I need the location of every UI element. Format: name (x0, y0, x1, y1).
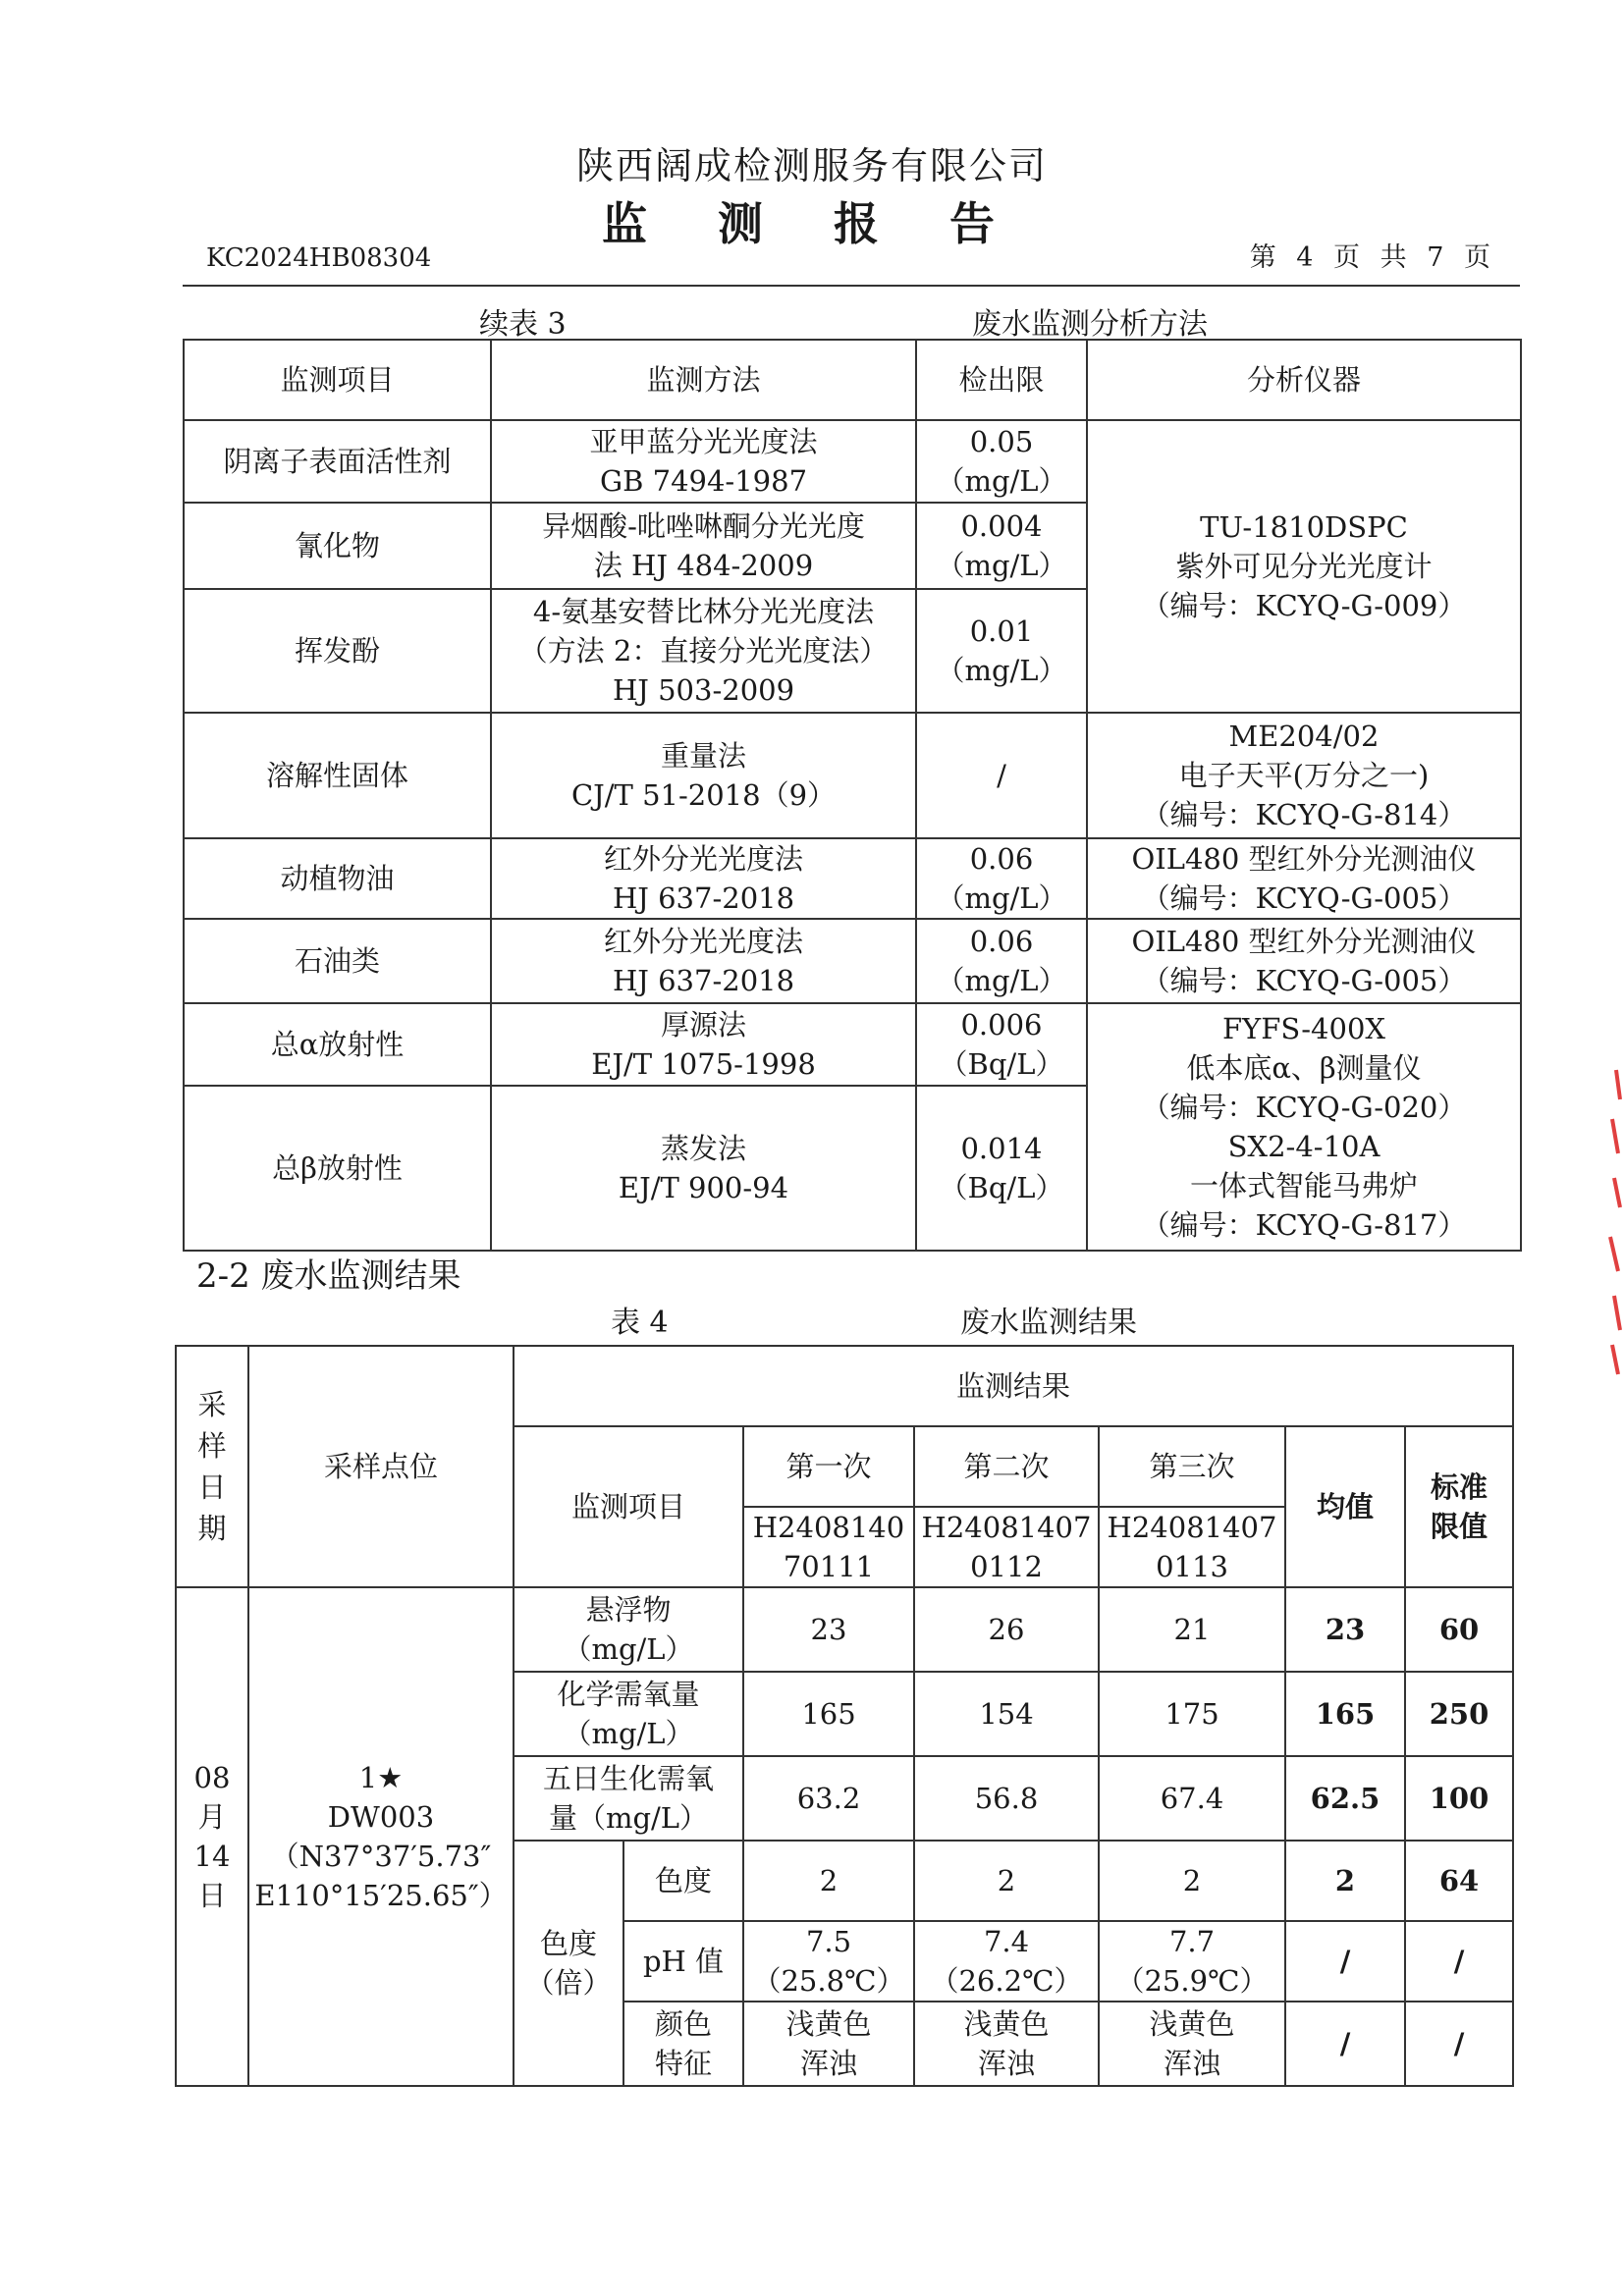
item-cell: 总α放射性 (184, 1003, 491, 1086)
page-info: 第 4 页 共 7 页 (1249, 242, 1496, 273)
method-cell: 亚甲蓝分光光度法 GB 7494-1987 (491, 420, 916, 503)
limit-cell: / (1405, 2002, 1513, 2086)
limit-cell: 0.01 （mg/L） (916, 589, 1087, 713)
item-cell: 颜色 特征 (623, 2002, 743, 2086)
value-cell: 26 (914, 1587, 1099, 1672)
value-cell: 2 (743, 1841, 914, 1921)
value-cell: 165 (743, 1672, 914, 1756)
limit-cell: 60 (1405, 1587, 1513, 1672)
limit-cell: 0.006 （Bq/L） (916, 1003, 1087, 1086)
method-cell: 异烟酸-吡唑啉酮分光光度 法 HJ 484-2009 (491, 503, 916, 589)
instrument-cell: OIL480 型红外分光测油仪 （编号：KCYQ-G-005） (1087, 919, 1521, 1003)
limit-cell: 64 (1405, 1841, 1513, 1921)
method-cell: 红外分光光度法 HJ 637-2018 (491, 919, 916, 1003)
sampling-point-cell: 1★ DW003 （N37°37′5.73″ E110°15′25.65″） (248, 1587, 514, 2086)
value-cell: 7.7 （25.9℃） (1099, 1921, 1285, 2002)
mean-cell: 2 (1285, 1841, 1405, 1921)
monitoring-results-table (175, 1345, 1514, 2087)
method-cell: 红外分光光度法 HJ 637-2018 (491, 838, 916, 919)
limit-cell: / (1405, 1921, 1513, 2002)
header-sampling-date: 采 样 日 期 (176, 1346, 248, 1587)
company-name: 陕西阔成检测服务有限公司 (575, 144, 1048, 187)
value-cell: 7.5 （25.8℃） (743, 1921, 914, 2002)
header-monitoring-item: 监测项目 (514, 1426, 743, 1587)
table-row (184, 919, 1521, 1003)
document-number: KC2024HB08304 (206, 243, 432, 273)
item-cell: 溶解性固体 (184, 713, 491, 838)
header-rule (183, 285, 1520, 287)
item-cell: pH 值 (623, 1921, 743, 2002)
value-cell: 2 (1099, 1841, 1285, 1921)
mean-cell: 62.5 (1285, 1756, 1405, 1841)
sample-id-3: H24081407 0113 (1099, 1507, 1285, 1587)
table3-caption-title: 废水监测分析方法 (972, 307, 1208, 342)
header-sampling-point: 采样点位 (248, 1346, 514, 1587)
limit-cell: 0.06 （mg/L） (916, 838, 1087, 919)
sample-id-1: H2408140 70111 (743, 1507, 914, 1587)
item-cell: 化学需氧量 （mg/L） (514, 1672, 743, 1756)
value-cell: 浅黄色 浑浊 (743, 2002, 914, 2086)
analysis-methods-table (183, 339, 1522, 1252)
mean-cell: / (1285, 1921, 1405, 2002)
value-cell: 浅黄色 浑浊 (1099, 2002, 1285, 2086)
header-standard-limit: 标准 限值 (1405, 1426, 1513, 1587)
method-cell: 重量法 CJ/T 51-2018（9） (491, 713, 916, 838)
item-cell: 阴离子表面活性剂 (184, 420, 491, 503)
method-cell: 蒸发法 EJ/T 900-94 (491, 1086, 916, 1251)
sampling-date-cell: 08 月 14 日 (176, 1587, 248, 2086)
value-cell: 2 (914, 1841, 1099, 1921)
header-results: 监测结果 (514, 1346, 1513, 1426)
table4-caption-label: 表 4 (611, 1306, 669, 1340)
header-run-2: 第二次 (914, 1426, 1099, 1507)
table-row (184, 1003, 1521, 1086)
limit-cell: / (916, 713, 1087, 838)
value-cell: 21 (1099, 1587, 1285, 1672)
value-cell: 63.2 (743, 1756, 914, 1841)
table4-caption-title: 废水监测结果 (960, 1306, 1137, 1340)
item-cell: 总β放射性 (184, 1086, 491, 1251)
header-mean: 均值 (1285, 1426, 1405, 1587)
header-instrument: 分析仪器 (1087, 340, 1521, 420)
group-label-cell: 色度 （倍） (514, 1841, 623, 2086)
limit-cell: 250 (1405, 1672, 1513, 1756)
table-row (184, 713, 1521, 838)
limit-cell: 0.05 （mg/L） (916, 420, 1087, 503)
limit-cell: 0.004 （mg/L） (916, 503, 1087, 589)
table-header-row (184, 340, 1521, 420)
item-cell: 氰化物 (184, 503, 491, 589)
item-cell: 五日生化需氧 量（mg/L） (514, 1756, 743, 1841)
section-title: 2-2 废水监测结果 (196, 1256, 461, 1296)
mean-cell: 165 (1285, 1672, 1405, 1756)
instrument-cell: TU-1810DSPC 紫外可见分光光度计 （编号：KCYQ-G-009） (1087, 420, 1521, 713)
header-run-1: 第一次 (743, 1426, 914, 1507)
table-header-row (176, 1346, 1513, 1426)
value-cell: 175 (1099, 1672, 1285, 1756)
limit-cell: 0.014 （Bq/L） (916, 1086, 1087, 1251)
header-run-3: 第三次 (1099, 1426, 1285, 1507)
item-cell: 石油类 (184, 919, 491, 1003)
report-title: 监 测 报 告 (601, 197, 1023, 250)
item-cell: 色度 (623, 1841, 743, 1921)
seal-stamp-edge (1602, 1060, 1624, 1384)
limit-cell: 0.06 （mg/L） (916, 919, 1087, 1003)
instrument-cell: FYFS-400X 低本底α、β测量仪 （编号：KCYQ-G-020） SX2-4-10A 一体式智能马弗炉 （编号：KCYQ-G-817） (1087, 1003, 1521, 1251)
value-cell: 7.4 （26.2℃） (914, 1921, 1099, 2002)
table-row (184, 838, 1521, 919)
limit-cell: 100 (1405, 1756, 1513, 1841)
mean-cell: / (1285, 2002, 1405, 2086)
method-cell: 厚源法 EJ/T 1075-1998 (491, 1003, 916, 1086)
table3-caption-label: 续表 3 (479, 307, 567, 342)
value-cell: 23 (743, 1587, 914, 1672)
header-item: 监测项目 (184, 340, 491, 420)
mean-cell: 23 (1285, 1587, 1405, 1672)
value-cell: 154 (914, 1672, 1099, 1756)
item-cell: 动植物油 (184, 838, 491, 919)
header-method: 监测方法 (491, 340, 916, 420)
instrument-cell: OIL480 型红外分光测油仪 （编号：KCYQ-G-005） (1087, 838, 1521, 919)
instrument-cell: ME204/02 电子天平(万分之一) （编号：KCYQ-G-814） (1087, 713, 1521, 838)
item-cell: 挥发酚 (184, 589, 491, 713)
method-cell: 4-氨基安替比林分光光度法 （方法 2：直接分光光度法） HJ 503-2009 (491, 589, 916, 713)
sample-id-2: H24081407 0112 (914, 1507, 1099, 1587)
value-cell: 67.4 (1099, 1756, 1285, 1841)
value-cell: 56.8 (914, 1756, 1099, 1841)
table-row (184, 420, 1521, 503)
item-cell: 悬浮物 （mg/L） (514, 1587, 743, 1672)
header-detection-limit: 检出限 (916, 340, 1087, 420)
table-row (176, 1587, 1513, 1672)
value-cell: 浅黄色 浑浊 (914, 2002, 1099, 2086)
